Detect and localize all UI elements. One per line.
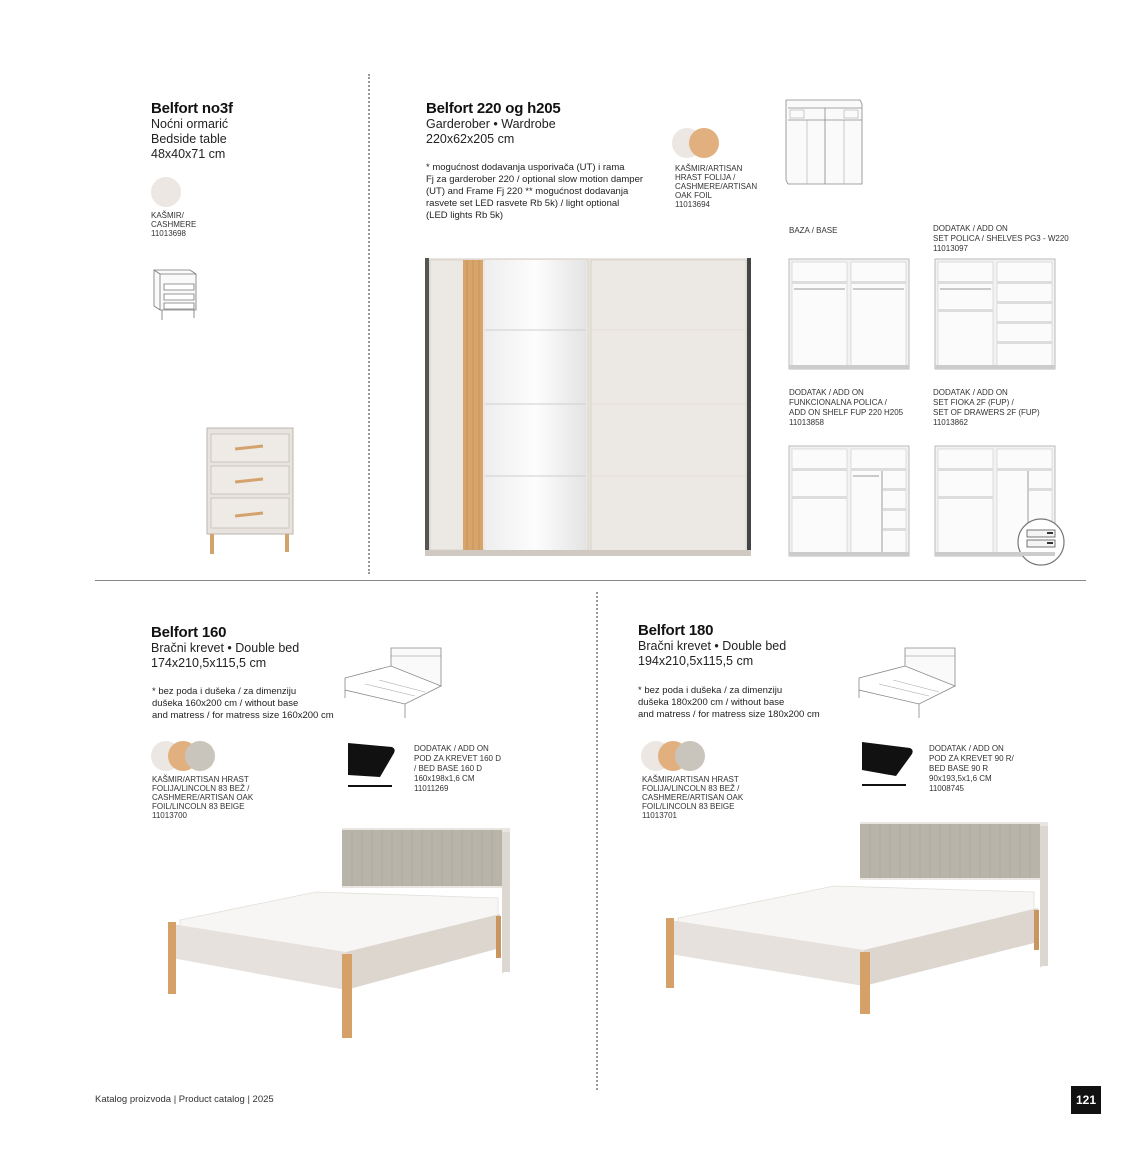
horizontal-divider [95, 580, 1086, 581]
nightstand-section [151, 100, 233, 162]
nightstand-dimensions: 48x40x71 cm [151, 147, 226, 161]
bed160-notes: * bez poda i dušeka / za dimenziju dušeka 160x200 cm / without base and matress / for matress size 160x200 cm [152, 686, 334, 721]
wardrobe-option-shelves: DODATAK / ADD ON SET POLICA / SHELVES PG3 - W220 11013097 [933, 224, 1069, 253]
bed180-line-drawing [857, 646, 957, 720]
wardrobe-interior-shelves [935, 259, 1055, 371]
bed180-finish: KAŠMIR/ARTISAN HRAST FOLIJA/LINCOLN 83 BEŽ / CASHMERE/ARTISAN OAK FOIL/LINCOLN 83 BEIGE 11013701 [642, 775, 744, 820]
nightstand-title: Belfort no3f [151, 100, 233, 117]
wardrobe-render [425, 256, 751, 558]
nightstand-line-drawing [150, 266, 200, 324]
nightstand-render [205, 428, 295, 558]
wardrobe-option-drawers: DODATAK / ADD ON SET FIOKA 2F (FUP) / SET OF DRAWERS 2F (FUP) 11013862 [933, 388, 1040, 427]
wardrobe-name: Garderober • Wardrobe [426, 117, 556, 131]
bed160-render [166, 828, 516, 1040]
top-vertical-divider [368, 74, 370, 574]
bed160-line-drawing [343, 646, 443, 720]
bed180-notes: * bez poda i dušeka / za dimenziju dušeka 180x200 cm / without base and matress / for matress size 180x200 cm [638, 685, 820, 720]
nightstand-swatch-cashmere [151, 177, 181, 207]
wardrobe-notes: * mogućnost dodavanja usporivača (UT) i rama Fj za garderober 220 / optional slow motion damper (UT) and Frame Fj 220 ** mogućnost dodavanja rasvete set LED rasvete Rb 5k) / light optional (LED lights Rb 5k) [426, 162, 644, 221]
bed160-swatch-lincoln-beige [185, 741, 215, 771]
bed180-section [638, 622, 786, 669]
bed160-dimensions: 174x210,5x115,5 cm [151, 656, 267, 670]
bed180-addon: DODATAK / ADD ON POD ZA KREVET 90 R/ BED BASE 90 R 90x193,5x1,6 CM 11008745 [929, 744, 1014, 793]
bed180-dimensions: 194x210,5x115,5 cm [638, 654, 754, 668]
wardrobe-option-base: BAZA / BASE [789, 226, 838, 235]
wardrobe-line-drawing [782, 96, 866, 188]
bed160-title: Belfort 160 [151, 624, 227, 641]
wardrobe-interior-drawers [935, 446, 1067, 570]
bed180-render [664, 822, 1054, 1022]
nightstand-finish: KAŠMIR/ CASHMERE 11013698 [151, 211, 197, 238]
bed160-addon: DODATAK / ADD ON POD ZA KREVET 160 D / BED BASE 160 D 160x198x1,6 CM 11011269 [414, 744, 501, 793]
bed180-swatch-lincoln-beige [675, 741, 705, 771]
bed180-title: Belfort 180 [638, 622, 714, 639]
wardrobe-dimensions: 220x62x205 cm [426, 132, 515, 146]
wardrobe-finish: KAŠMIR/ARTISAN HRAST FOLIJA / CASHMERE/ARTISAN OAK FOIL 11013694 [675, 164, 758, 209]
footer-text: Katalog proizvoda | Product catalog | 2025 [95, 1094, 274, 1105]
page-number: 121 [1071, 1086, 1101, 1114]
nightstand-name-hr: Noćni ormarić [151, 117, 229, 131]
bed160-base-icon [346, 741, 398, 789]
bed160-finish: KAŠMIR/ARTISAN HRAST FOLIJA/LINCOLN 83 BEŽ / CASHMERE/ARTISAN OAK FOIL/LINCOLN 83 BEIGE 11013700 [152, 775, 254, 820]
wardrobe-swatch-artisan-oak [689, 128, 719, 158]
wardrobe-section [426, 100, 561, 147]
bed160-name: Bračni krevet • Double bed [151, 641, 300, 655]
nightstand-name-en: Bedside table [151, 132, 227, 146]
wardrobe-title: Belfort 220 og h205 [426, 100, 561, 117]
bed180-base-icon [860, 740, 916, 790]
bottom-vertical-divider [596, 592, 598, 1090]
wardrobe-interior-functional-shelf [789, 446, 909, 558]
wardrobe-interior-base [789, 259, 909, 371]
bed180-name: Bračni krevet • Double bed [638, 639, 787, 653]
wardrobe-option-functional-shelf: DODATAK / ADD ON FUNKCIONALNA POLICA / ADD ON SHELF FUP 220 H205 11013858 [789, 388, 904, 427]
bed160-section [151, 624, 299, 671]
